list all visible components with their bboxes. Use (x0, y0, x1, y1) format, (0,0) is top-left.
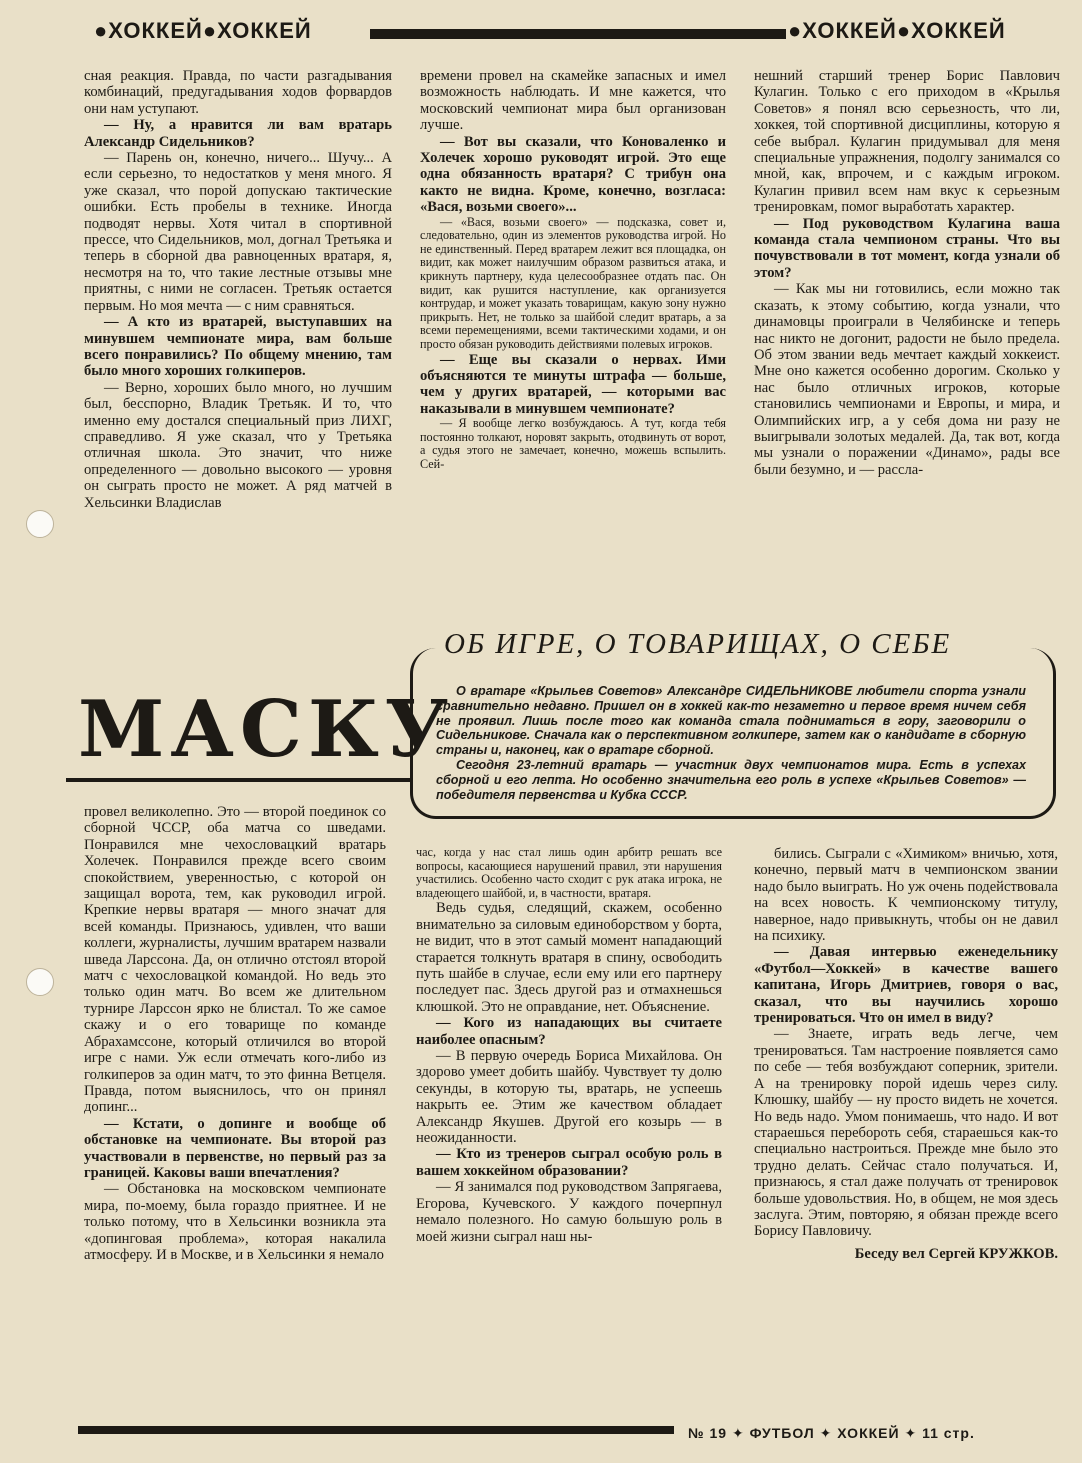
headline-rule (66, 778, 410, 782)
intro-paragraph: О вратаре «Крыльев Советов» Александре СИДЕЛЬНИКОВЕ любители спорта узнали сравнительно недавно. Пришел он в хоккей как-то незаметно и первое время ничем себя не проявил. Лишь после того как команда стала подниматься в гору, заговорили о Сидельникове. Сначала как о перспективном голкипере, затем как о кандидате в сборную страны и, наконец, как о вратаре сборной. (436, 684, 1026, 758)
column-bottom-1 (84, 804, 386, 1412)
question-paragraph: — Под руководством Кулагина ваша команда стала чемпионом страны. Что вы почувствовали в тот момент, когда узнали об этом? (754, 215, 1060, 281)
question-paragraph: — Кого из нападающих вы считаете наиболее опасным? (416, 1015, 722, 1048)
article-paragraph: — Верно, хороших было много, но лучшим был, бесспорно, Владик Третьяк. И то, что именно ему достался специальный приз ЛИХГ, справедливо. Я уже сказал, что у Третьяка отличная школа. Это значит, что ниже определенного — довольно высокого — уровня он сыграть просто не может. А ряд матчей в Хельсинки Владислав (84, 379, 392, 511)
question-paragraph: — Ну, а нравится ли вам вратарь Александр Сидельников? (84, 117, 392, 150)
article-paragraph: — «Вася, возьми своего» — подсказка, совет и, следовательно, один из элементов руководства игрой. Но не единственный. Перед вратарем лежит вся площадка, он видит, как может наилучшим образом развиться атака, и крикнуть партнеру, куда целесообразнее отдать пас. Он видит, как рушится наступление, как организуется контрудар, и может указать товарищам, какую зону нужно прикрыть. Нет, не только за шайбой следит вратарь, а за всеми перемещениями, всеми тактическими ходами, и он просто обязан руководить действиями полевых игроков. (420, 214, 726, 351)
column-top-3 (754, 68, 1060, 626)
question-paragraph: — Кто из тренеров сыграл особую роль в вашем хоккейном образовании? (416, 1146, 722, 1179)
column-top-1 (84, 68, 392, 660)
column-bottom-3 (754, 846, 1058, 1412)
article-paragraph: час, когда у нас стал лишь один арбитр решать все вопросы, касающиеся нарушений правил, эти нарушения участились. Особенно часто сходит с рук атака игрока, не владеющего шайбой, и, в частности, вратаря. (416, 846, 722, 900)
question-paragraph: — Вот вы сказали, что Коноваленко и Холечек хорошо руководят игрой. Это еще одна обязанность вратаря? С трибун она както не видна. Кроме, конечно, возгласа: «Вася, возьми своего»... (420, 133, 726, 216)
intro-paragraph: Сегодня 23-летний вратарь — участник двух чемпионатов мира. Есть в успехах сборной и его лепта. Но особенно значительна его роль в успехе «Крыльев Советов» — победителя первенства и Кубка СССР. (436, 757, 1026, 802)
header-rule (370, 29, 786, 39)
diamond-icon: ✦ (904, 1425, 923, 1441)
headline: МАСКУ (78, 684, 455, 775)
rubric-right: ●ХОККЕЙ●ХОККЕЙ (788, 18, 1006, 43)
article-paragraph: Ведь судья, следящий, скажем, особенно внимательно за силовым единоборством у борта, не видит, что в этот самый момент нападающий старается толкнуть вратаря в спину, освободить путь шайбе в случае, если ему или его партнеру последует пас. Здесь другой раз и отмахнешься клюшкой. Это не оправдание, нет. Объяснение. (416, 900, 722, 1015)
binder-hole (26, 968, 54, 996)
binder-hole (26, 510, 54, 538)
rubric-left: ●ХОККЕЙ●ХОККЕЙ (94, 18, 312, 43)
issue-number: № 19 (688, 1425, 728, 1441)
article-paragraph: провел великолепно. Это — второй поединок со сборной ЧССР, оба матча со шведами. Понравился мне чехословацкий вратарь Холечек. Понравился прежде всего своим спокойствием, уверенностью, с которой он защищал ворота, тем, как руководил игрой. Крепкие нервы вратаря — много значат для всей команды. Признаюсь, удивлен, что ваши коллеги, журналисты, лучшим вратарем назвали шведа Ларссона. Да, он отлично отстоял второй матч с чехословацкой командой. Но ведь это только один матч. Во всем же длительном турнире Ларссон ярко не блистал. То же самое скажу и о его товарище по команде Абрахамссоне, который отличился во второй игре с нами. Уж если отмечать кого-либо из голкиперов за один матч, то это финна Ветцеля. Правда, потом выяснилось, что он принял допинг... (84, 804, 386, 1116)
article-paragraph: нешний старший тренер Борис Павлович Кулагин. Только с его приходом в «Крылья Советов» я понял всю серьезность, что ли, хоккея, той спортивной дисциплины, которую я себе выбрал. Кулагин придумывал для меня специальные упражнения, подолгу занимался со мной, как, впрочем, и с каждым игроком. Кулагин привил всем нам вкус к серьезным тренировкам, помог выработать характер. (754, 68, 1060, 216)
question-paragraph: — Еще вы сказали о нервах. Ими объясняются те минуты штрафа — больше, чем у других вратарей, — которыми вас наказывали в минувшем чемпионате? (420, 351, 726, 417)
article-paragraph: сная реакция. Правда, по части разгадывания комбинаций, предугадывания ходов форвардов они нам уступают. (84, 68, 392, 117)
page-number: 11 стр. (922, 1425, 975, 1441)
article-paragraph: — Знаете, играть ведь легче, чем тренироваться. Там настроение появляется само по себе — тебя возбуждают соперник, зрители. А на тренировку порой идешь через силу. Клюшку, шайбу — ну просто видеть не хочется. Но ведь надо. Умом понимаешь, что надо. И вот стараешься переборoть себя, стараешься как-то специально настроиться. Прежде мне было это трудно делать. Сейчас стало получаться. И, признаюсь, я стал даже получать от тренировок больше удовольствия. Но, в общем, не моя здесь заслуга. Этим, повторяю, я обязан прежде всего Борису Павловичу. (754, 1026, 1058, 1240)
article-paragraph: — Обстановка на московском чемпионате мира, по-моему, была гораздо приятнее. И не только потому, что в Хельсинки возникла эта «допинговая проблема», которая накалила атмосферу. И в Москве, и в Хельсинки я немало (84, 1181, 386, 1263)
intro-text (436, 684, 1026, 802)
article-paragraph: бились. Сыграли с «Химиком» вничью, хотя, конечно, первый матч в чемпионском звании надо было выиграть. Но уж очень подействовала на всех новость. К чемпионскому титулу, наверное, надо привыкнуть, чтобы он не давил на психику. (754, 846, 1058, 945)
column-top-2 (420, 68, 726, 640)
column-bottom-2 (416, 846, 722, 1412)
footer-rule (78, 1426, 674, 1434)
article-paragraph: — Парень он, конечно, ничего... Шучу... А если серьезно, то недостатков у меня много. Я уже сказал, что порой допускаю тактические ошибки. Есть пробелы в технике. Иногда подводят нервы. Хотя читал в спортивной прессе, что Сидельников, мол, догнал Третьяка и теперь в сборной два равноценных вратаря, я, несмотря на то, что такие лестные отзывы мне приятны, с ними не согласен. Третьяк остается первым. Но моя мечта — с ним сравняться. (84, 150, 392, 314)
article-paragraph: — Я вообще легко возбуждаюсь. А тут, когда тебя постоянно толкают, норовят закрыть, отодвинуть от ворот, а судья этого не замечает, конечно, можешь вспылить. Сей- (420, 416, 726, 471)
article-paragraph: — Как мы ни готовились, если можно так сказать, к этому событию, когда узнали, что динамовцы проиграли в Челябинске и теперь нас никто не догонит, радости не было предела. Об этом звании ведь мечтает каждый хоккеист. Мне оно кажется особенно дорогим. Сколько у нас было отличных игроков, которые становились чемпионами и Европы, и мира, и Олимпийских игр, а у себя дома ни разу не выигрывали золотых медалей. Да, так вот, когда мы узнали о поражении «Динамо», рады все были безумно, и — расслa- (754, 281, 1060, 478)
subtitle: ОБ ИГРЕ, О ТОВАРИЩАХ, О СЕБЕ (444, 628, 952, 660)
article-paragraph: — В первую очередь Бориса Михайлова. Он здорово умеет добить шайбу. Чувствует ту долю секунды, в которую ты, вратарь, не успеешь накрыть ее. Этим же качеством обладает Александр Якушев. Другой его козырь — в неожиданности. (416, 1048, 722, 1147)
footer (688, 1425, 975, 1442)
article-paragraph: — Я занимался под руководством Запрягаева, Егорова, Кучевского. У каждого почерпнул немало полезного. Но самую большую роль в моей жизни сыграл наш ны- (416, 1179, 722, 1245)
question-paragraph: — А кто из вратарей, выступавших на минувшем чемпионате мира, вам больше всего понравились? По общему мнению, там было много хороших голкиперов. (84, 314, 392, 380)
question-paragraph: — Давая интервью еженедельнику «Футбол—Хоккей» в качестве вашего капитана, Игорь Дмитриев, говоря о вас, сказал, что вы научились хорошо тренироваться. Что он имел в виду? (754, 944, 1058, 1027)
paper-name: ФУТБОЛ ✦ ХОККЕЙ (749, 1425, 900, 1441)
article-paragraph: времени провел на скамейке запасных и имел возможность наблюдать. И мне кажется, что московский чемпионат мира был организован лучше. (420, 68, 726, 134)
diamond-icon: ✦ (731, 1425, 750, 1441)
question-paragraph: — Кстати, о допинге и вообще об обстановке на чемпионате. Вы второй раз участвовали в первенстве, но первый раз за границей. Каковы ваши впечатления? (84, 1115, 386, 1181)
byline: Беседу вел Сергей КРУЖКОВ. (854, 1245, 1058, 1262)
